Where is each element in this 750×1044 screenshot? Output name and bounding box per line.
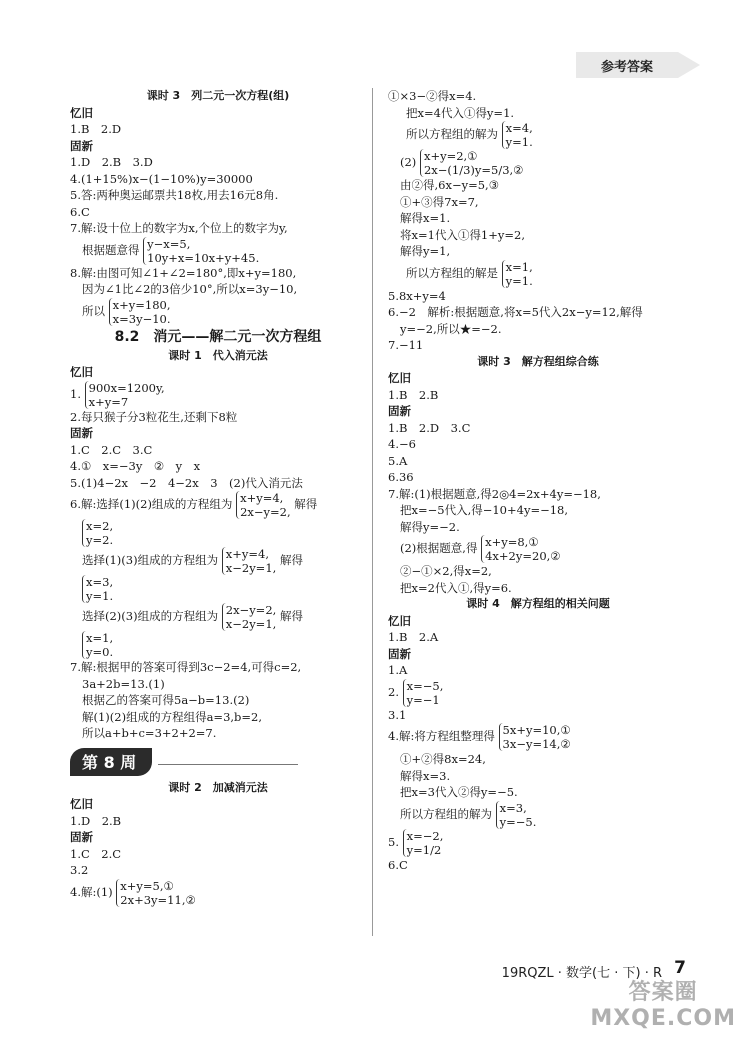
- equation-lead: 1.: [70, 386, 81, 401]
- answer-line: 由②得,6x−y=5,③: [400, 178, 500, 192]
- equation: x=1,: [86, 631, 114, 645]
- answer-line: 解得x=3.: [400, 768, 451, 783]
- equation-system: [82, 519, 113, 547]
- section-label: 固新: [388, 404, 411, 418]
- equation-system: [85, 381, 165, 409]
- equation-system: [236, 491, 291, 519]
- answer-line: ①+③得7x=7,: [400, 194, 479, 209]
- equation: x=3,: [499, 800, 527, 815]
- equation-lead: 5.: [388, 834, 399, 849]
- answer-line: 1.C 2.C: [70, 846, 122, 861]
- equation: x+y=4,: [225, 547, 269, 561]
- answer-line: 7.解:设十位上的数字为x,个位上的数字为y,: [70, 221, 288, 235]
- equation-lead: 根据题意得: [82, 242, 140, 257]
- chapter-heading: 8.2 消元——解二元一次方程组: [114, 328, 322, 345]
- equation-system: [502, 121, 533, 149]
- equation: 900x=1200y,: [88, 380, 165, 395]
- equation-lead: 所以: [82, 303, 105, 318]
- column-divider: [372, 88, 373, 936]
- equation-system-line: [388, 121, 688, 149]
- page-number: 7: [674, 958, 686, 978]
- equation-system-line: [388, 829, 688, 857]
- equation-system: [499, 723, 571, 751]
- section-label: 忆旧: [70, 105, 93, 120]
- equation-lead: 4.解:(1): [70, 884, 113, 899]
- equation-system-line: [388, 801, 688, 829]
- equation-system-line: [388, 260, 688, 288]
- equation-system-line: [70, 491, 366, 519]
- answer-line: 1.B 2.D: [70, 122, 122, 136]
- equation: 4x+2y=20,②: [485, 549, 561, 563]
- answer-line: 根据乙的答案可得5a−b=13.(2): [82, 693, 250, 707]
- answer-line: 将x=1代入①得1+y=2,: [400, 227, 525, 242]
- equation-trail: 解得: [279, 553, 303, 567]
- section-label: 忆旧: [388, 613, 411, 628]
- equation-lead: 选择(1)(3)组成的方程组为: [82, 553, 219, 567]
- answer-line: 6.−2 解析:根据题意,将x=5代入2x−y=12,解得: [388, 305, 643, 319]
- equation: 2x−(1/3)y=5/3,②: [423, 163, 524, 177]
- answer-line: ②−①×2,得x=2,: [400, 564, 492, 578]
- answer-line: 1.D 2.B: [70, 813, 122, 828]
- equation-system-line: [70, 603, 366, 631]
- equation-system-line: [70, 547, 366, 575]
- lesson-title: 课时 1 代入消元法: [168, 348, 268, 362]
- equation-system-line: [70, 237, 366, 265]
- equation-lead: 6.解:选择(1)(2)组成的方程组为: [70, 497, 233, 511]
- equation-system: [109, 298, 171, 326]
- equation: x−2y=1,: [225, 561, 277, 575]
- equation: x=3y−10.: [112, 311, 171, 326]
- equation-system: [403, 679, 444, 707]
- equation: y=0.: [86, 645, 114, 659]
- answer-key-tab: 参考答案: [576, 52, 678, 78]
- equation-system: [403, 829, 444, 857]
- equation-system: [116, 879, 196, 907]
- lesson-title: 课时 2 加减消元法: [168, 780, 268, 794]
- answer-line: 把x=−5代入,得−10+4y=−18,: [400, 503, 569, 517]
- answer-line: 把x=2代入①,得y=6.: [400, 580, 512, 595]
- answer-line: 3a+2b=13.(1): [82, 676, 165, 691]
- answer-line: 1.B 2.A: [388, 630, 439, 644]
- equation-system: [82, 575, 113, 603]
- equation: y=−1: [406, 692, 440, 707]
- equation-lead: 所以方程组的解为: [400, 806, 492, 821]
- equation-system-line: [70, 298, 366, 326]
- section-label: 固新: [70, 830, 93, 844]
- equation-lead: (2)根据题意,得: [400, 541, 478, 555]
- equation: x=1,: [505, 259, 533, 274]
- equation: x=4,: [505, 121, 533, 135]
- answer-line: 4.−6: [388, 437, 416, 451]
- answer-line: y=−2,所以★=−2.: [400, 321, 502, 336]
- equation-system-line: [70, 519, 366, 547]
- watermark-line: 答案圈: [628, 980, 698, 1005]
- equation: x=−5,: [406, 678, 444, 693]
- equation-lead: (2): [400, 155, 417, 169]
- answer-line: 4.① x=−3y ② y x: [70, 459, 201, 473]
- answer-line: 1.D 2.B 3.D: [70, 155, 153, 169]
- answer-line: 解(1)(2)组成的方程组得a=3,b=2,: [82, 709, 263, 724]
- answer-line: 解得x=1.: [400, 211, 451, 225]
- equation: x+y=2,①: [423, 149, 478, 163]
- section-label: 固新: [388, 646, 411, 661]
- answer-line: 3.1: [388, 707, 407, 722]
- answer-line: 8.解:由图可知∠1+∠2=180°,即x+y=180,: [70, 265, 297, 280]
- answer-line: 7.解:根据甲的答案可得到3c−2=4,可得c=2,: [70, 660, 302, 674]
- section-label: 忆旧: [70, 365, 93, 379]
- equation-system-line: [70, 381, 366, 409]
- equation: y=−5.: [499, 814, 537, 829]
- equation: y=1/2: [406, 842, 442, 857]
- answer-line: 解得y=−2.: [400, 519, 460, 534]
- equation: x+y=4,: [240, 491, 284, 505]
- answer-line: 因为∠1比∠2的3倍少10°,所以x=3y−10,: [82, 282, 298, 296]
- equation: x=2,: [86, 519, 114, 533]
- section-label: 固新: [70, 138, 93, 153]
- equation-system: [222, 603, 277, 631]
- answer-line: 2.每只猴子分3粒花生,还剩下8粒: [70, 409, 238, 424]
- equation: y=1.: [505, 135, 533, 149]
- watermark: [590, 980, 736, 1032]
- answer-line: 3.2: [70, 863, 89, 877]
- equation: 10y+x=10x+y+45.: [147, 250, 260, 265]
- equation-system: [82, 631, 113, 659]
- answer-line: 1.B 2.B: [388, 387, 439, 402]
- equation-lead: 选择(2)(3)组成的方程组为: [82, 609, 219, 623]
- answer-line: 把x=4代入①得y=1.: [406, 105, 515, 120]
- lesson-title: 课时 3 列二元一次方程(组): [146, 89, 290, 102]
- answer-line: 1.B 2.D 3.C: [388, 420, 471, 435]
- answer-line: 5.(1)4−2x −2 4−2x 3 (2)代入消元法: [70, 475, 303, 490]
- answer-line: 7.解:(1)根据题意,得2◎4=2x+4y=−18,: [388, 486, 601, 501]
- answer-line: 所以a+b+c=3+2+2=7.: [82, 726, 217, 740]
- equation-lead: 2.: [388, 684, 399, 699]
- equation-system: [481, 535, 561, 563]
- equation: y=1.: [505, 273, 533, 288]
- section-label: 忆旧: [388, 371, 411, 385]
- equation-system: [143, 237, 259, 265]
- answer-line: 7.−11: [388, 338, 424, 352]
- week-banner: [70, 748, 366, 776]
- equation: y=2.: [86, 533, 114, 547]
- answer-line: 解得y=1,: [400, 244, 451, 258]
- equation-system: [222, 547, 277, 575]
- equation-system: [420, 149, 524, 177]
- equation-system-line: [388, 149, 688, 177]
- equation: y−x=5,: [147, 236, 191, 251]
- equation: 5x+y=10,①: [502, 723, 571, 737]
- week-label: 第 8 周: [70, 748, 152, 776]
- equation-lead: 所以方程组的解是: [406, 265, 498, 280]
- equation-system: [496, 801, 537, 829]
- equation: 2x−y=2,: [225, 603, 277, 617]
- equation: x=−2,: [406, 828, 444, 843]
- week-rule: [158, 764, 298, 766]
- answer-line: 6.36: [388, 470, 414, 484]
- equation: 3x−y=14,②: [502, 737, 571, 751]
- answer-line: 5.答:两种奥运邮票共18枚,用去16元8角.: [70, 188, 279, 202]
- answer-line: 1.C 2.C 3.C: [70, 442, 153, 457]
- footer-text: 19RQZL · 数学(七 · 下) · R: [501, 966, 662, 981]
- equation: x+y=5,①: [120, 878, 174, 893]
- equation-system-line: [388, 535, 688, 563]
- equation-system-line: [388, 723, 688, 751]
- equation: x−2y=1,: [225, 617, 277, 631]
- right-column: [388, 88, 688, 873]
- equation-lead: 所以方程组的解为: [406, 127, 498, 141]
- answer-line: 5.8x+y=4: [388, 288, 446, 303]
- answer-line: 6.C: [70, 204, 90, 219]
- answer-line: 6.C: [388, 857, 408, 872]
- section-label: 固新: [70, 426, 93, 440]
- equation: 2x+3y=11,②: [120, 892, 196, 907]
- equation-trail: 解得: [294, 497, 318, 511]
- equation: x+y=8,①: [485, 535, 539, 549]
- lesson-title: 课时 4 解方程组的相关问题: [466, 597, 610, 610]
- equation-system-line: [70, 631, 366, 659]
- equation: x+y=7: [88, 394, 129, 409]
- equation-system-line: [70, 879, 366, 907]
- equation-trail: 解得: [279, 609, 303, 623]
- answer-line: 4.(1+15%)x−(1−10%)y=30000: [70, 171, 253, 186]
- answer-line: ①×3−②得x=4.: [388, 89, 477, 103]
- equation-lead: 4.解:将方程组整理得: [388, 729, 495, 743]
- equation: x+y=180,: [112, 297, 171, 312]
- equation-system-line: [388, 679, 688, 707]
- watermark-line: MXQE.COM: [590, 1006, 736, 1031]
- answer-line: 1.A: [388, 663, 408, 677]
- answer-line: ①+②得8x=24,: [400, 752, 486, 766]
- left-column: [70, 88, 366, 907]
- section-label: 忆旧: [70, 797, 93, 811]
- equation: x=3,: [86, 575, 114, 589]
- equation: 2x−y=2,: [240, 505, 291, 519]
- lesson-title: 课时 3 解方程组综合练: [477, 354, 599, 368]
- equation-system: [502, 260, 533, 288]
- equation: y=1.: [86, 589, 114, 603]
- answer-line: 把x=3代入②得y=−5.: [400, 785, 518, 799]
- equation-system-line: [70, 575, 366, 603]
- answer-line: 5.A: [388, 453, 408, 468]
